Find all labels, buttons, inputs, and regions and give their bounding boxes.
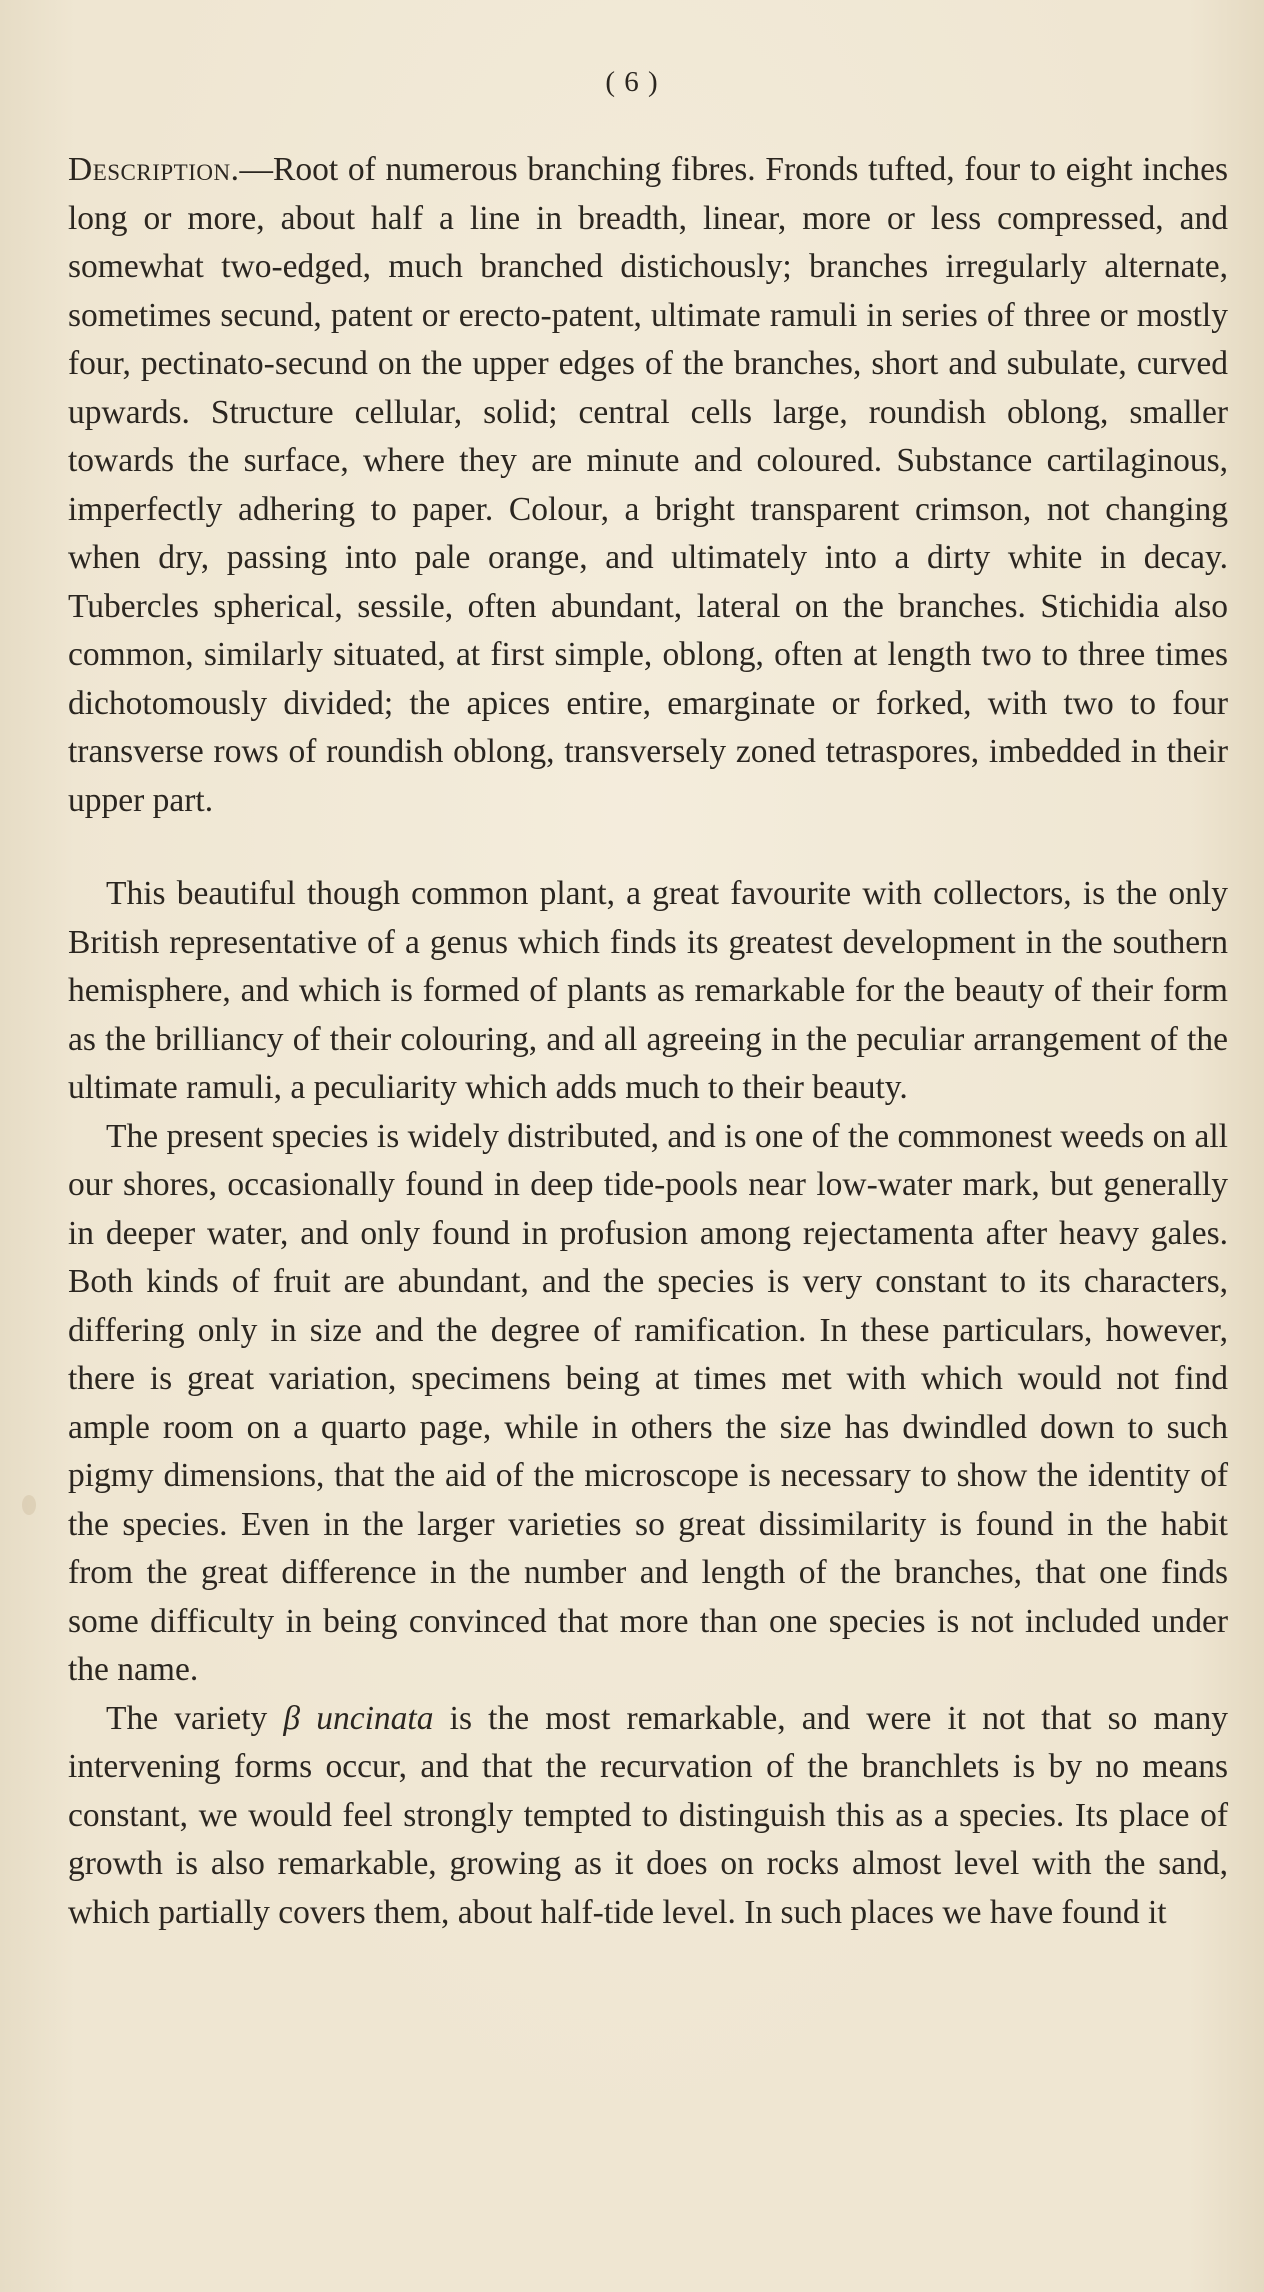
description-text: —Root of numerous branching fibres. Fronds tufted, four to eight inches long or more, about half a line in breadth, linear, more or less compressed, and somewhat two-edged, much branched distichously; branches irregularly alternate, sometimes secund, patent or erecto-patent, ultimate ramuli in series of three or mostly four, pectinato-secund on the upper edges of the branches, short and subulate, curved upwards. Structure cellular, solid; central cells large, roundish oblong, smaller towards the surface, where they are minute and coloured. Substance cartilaginous, imperfectly adhering to paper. Colour, a bright transparent crimson, not changing when dry, passing into pale orange, and ultimately into a dirty white in decay. Tubercles spherical, sessile, often abundant, lateral on the branches. Stichidia also common, similarly situated, at first simple, oblong, often at length two to three times dichotomously divided; the apices entire, emarginate or forked, with two to four transverse rows of roundish oblong, transversely zoned tetraspores, imbedded in their upper part.	[68, 151, 1228, 819]
paragraph-genus: This beautiful though common plant, a great favourite with collectors, is the only British representative of a genus which finds its greatest development in the southern hemisphere, and which is formed of plants as remarkable for the beauty of their form as the brilliancy of their colouring, and all agreeing in the peculiar arrangement of the ultimate ramuli, a peculiarity which adds much to their beauty.	[68, 875, 1228, 1106]
paragraph-distribution: The present species is widely distributed, and is one of the commonest weeds on all our shores, occasionally found in deep tide-pools near low-water mark, but generally in deeper water, and only found in profusion among rejectamenta after heavy gales. Both kinds of fruit are abundant, and the species is very constant to its characters, differing only in size and the degree of ramification. In these particulars, however, there is great variation, specimens being at times met with which would not find ample room on a quarto page, while in others the size has dwindled down to such pigmy dimensions, that the aid of the microscope is necessary to show the identity of the species. Even in the larger varieties so great dissimilarity is found in the habit from the great difference in the number and length of the branches, that one finds some difficulty in being convinced that more than one species is not included under the name.	[68, 1117, 1228, 1688]
page-number: ( 6 )	[605, 66, 659, 98]
paper-stain	[22, 1495, 36, 1515]
variety-text: is the most remarkable, and were it not that so many intervening forms occur, and that the recurvation of the branchlets is by no means constant, we would feel strongly tempted to distinguish this as a species. Its place of growth is also remarkable, growing as it does on rocks almost level with the sand, which partially covers them, about half-tide level. In such places we have found it	[68, 1699, 1228, 1931]
section-gap	[68, 825, 1228, 870]
paragraph-variety	[68, 1695, 1228, 1938]
page-content	[68, 146, 1228, 1937]
variety-intro: The variety	[106, 1699, 284, 1737]
description-heading: Description.	[68, 151, 240, 188]
description-paragraph	[68, 146, 1228, 825]
variety-name: β uncinata	[283, 1699, 434, 1737]
